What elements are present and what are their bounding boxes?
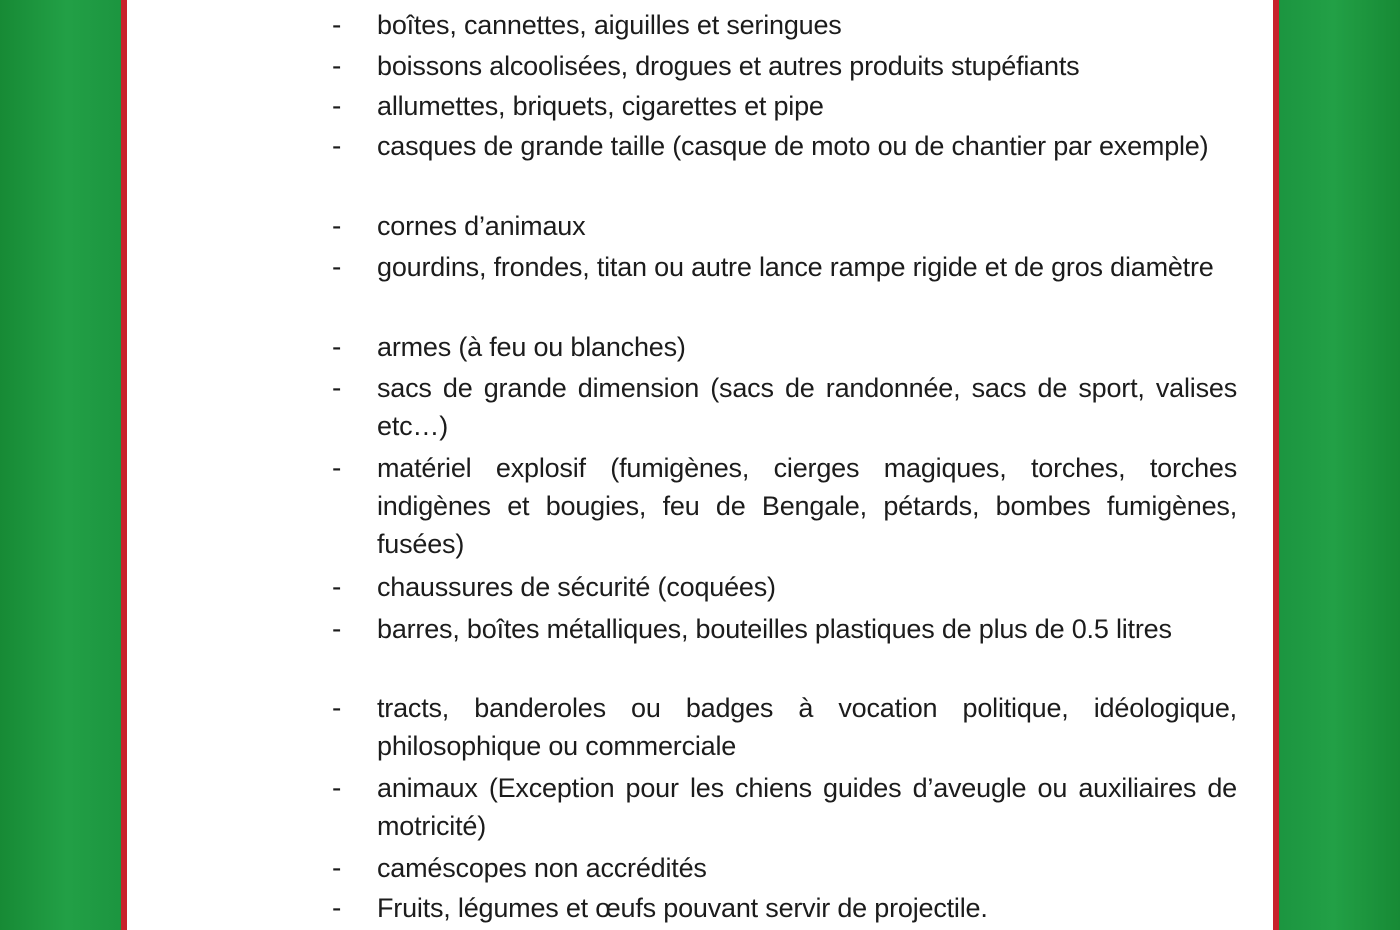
list-bullet: - bbox=[332, 772, 342, 803]
prohibited-items-list bbox=[127, 0, 1273, 930]
list-bullet: - bbox=[332, 210, 342, 241]
right-green-border bbox=[1279, 0, 1400, 930]
list-item-text: caméscopes non accrédités bbox=[377, 853, 707, 883]
list-item-text: tracts, banderoles ou badges à vocation politique, idéologique, philosophique ou commerciale bbox=[377, 693, 1237, 761]
list-bullet: - bbox=[332, 50, 342, 81]
list-bullet: - bbox=[332, 251, 342, 282]
list-bullet: - bbox=[332, 331, 342, 362]
list-bullet: - bbox=[332, 692, 342, 723]
list-bullet: - bbox=[332, 892, 342, 923]
list-item-text: sacs de grande dimension (sacs de randonnée, sacs de sport, valises etc…) bbox=[377, 373, 1237, 441]
list-item-text: cornes d’animaux bbox=[377, 211, 586, 241]
list-item-text: allumettes, briquets, cigarettes et pipe bbox=[377, 91, 824, 121]
list-item-text: boissons alcoolisées, drogues et autres produits stupéfiants bbox=[377, 51, 1080, 81]
list-bullet: - bbox=[332, 9, 342, 40]
list-bullet: - bbox=[332, 852, 342, 883]
document-page bbox=[127, 0, 1273, 930]
list-item-text: armes (à feu ou blanches) bbox=[377, 332, 686, 362]
list-item-text: casques de grande taille (casque de moto ou de chantier par exemple) bbox=[377, 131, 1209, 161]
list-bullet: - bbox=[332, 571, 342, 602]
list-item-text: barres, boîtes métalliques, bouteilles plastiques de plus de 0.5 litres bbox=[377, 614, 1172, 644]
list-item-text: animaux (Exception pour les chiens guides d’aveugle ou auxiliaires de motricité) bbox=[377, 773, 1237, 841]
list-bullet: - bbox=[332, 452, 342, 483]
list-item-text: Fruits, légumes et œufs pouvant servir de projectile. bbox=[377, 893, 988, 923]
list-bullet: - bbox=[332, 372, 342, 403]
list-item-text: matériel explosif (fumigènes, cierges magiques, torches, torches indigènes et bougies, feu de Bengale, pétards, bombes fumigènes, fusées) bbox=[377, 453, 1237, 559]
left-green-border bbox=[0, 0, 121, 930]
list-bullet: - bbox=[332, 90, 342, 121]
list-item-text: gourdins, frondes, titan ou autre lance rampe rigide et de gros diamètre bbox=[377, 252, 1214, 282]
list-item-text: boîtes, cannettes, aiguilles et seringues bbox=[377, 10, 842, 40]
list-bullet: - bbox=[332, 613, 342, 644]
list-item-text: chaussures de sécurité (coquées) bbox=[377, 572, 776, 602]
list-bullet: - bbox=[332, 130, 342, 161]
